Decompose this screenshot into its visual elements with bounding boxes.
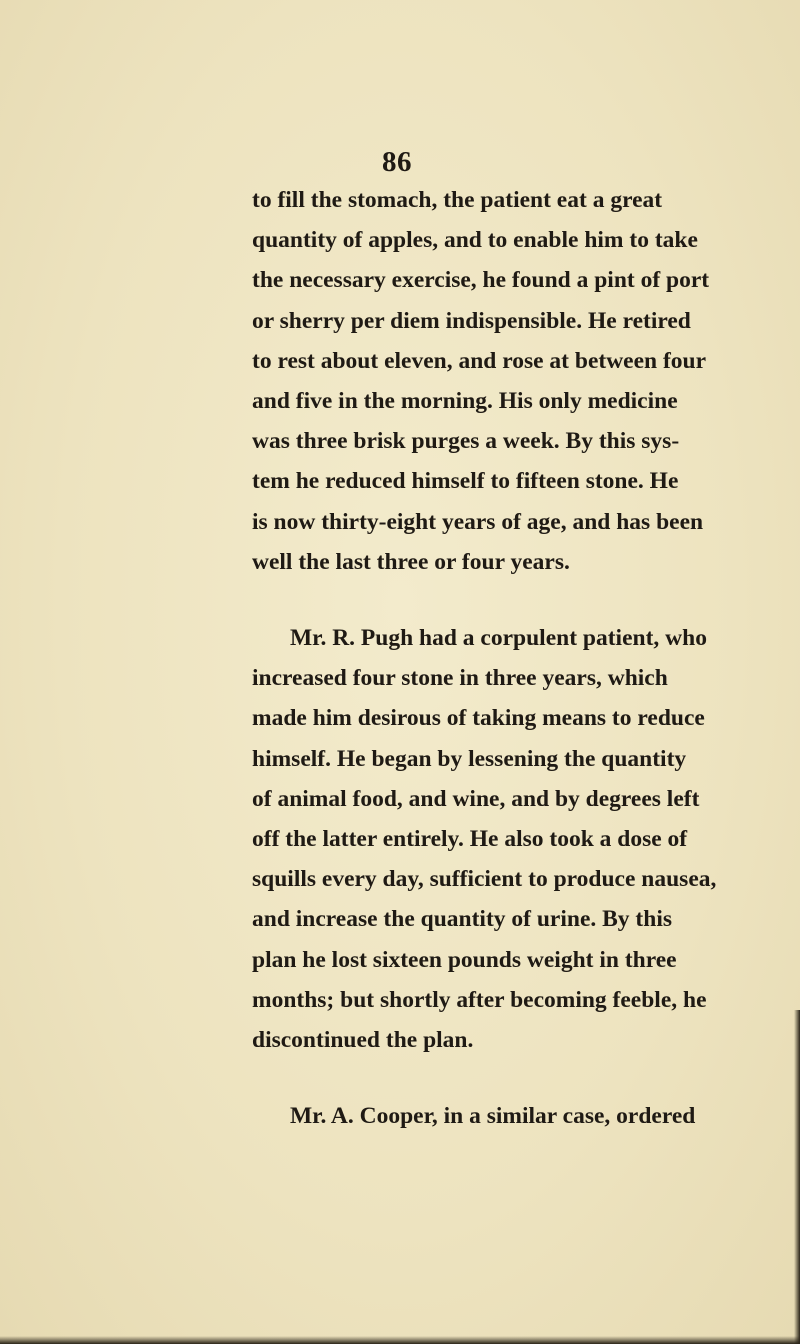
text-line: off the latter entirely. He also took a dose of [252,826,688,853]
text-line: increased four stone in three years, which [252,665,668,692]
text-line: squills every day, sufficient to produce nausea, [252,866,717,893]
text-line: tem he reduced himself to fifteen stone. He [252,468,679,495]
page-number: 86 [382,146,412,178]
body-text [252,180,717,1136]
paragraph-3 [252,1096,696,1136]
text-line: to fill the stomach, the patient eat a great [252,187,663,213]
text-line: quantity of apples, and to enable him to take [252,227,698,254]
text-line: made him desirous of taking means to reduce [252,705,705,732]
paragraph-2 [252,618,717,1060]
text-line: is now thirty-eight years of age, and has been [252,508,704,535]
text-line: the necessary exercise, he found a pint of port [252,267,710,294]
text-line: plan he lost sixteen pounds weight in three [252,946,677,973]
text-line: Mr. R. Pugh had a corpulent patient, who [290,625,707,652]
paragraph-1 [252,180,710,582]
text-line: well the last three or four years. [252,548,570,575]
text-line: to rest about eleven, and rose at between four [252,347,707,374]
text-line: or sherry per diem indispensible. He retired [252,307,691,334]
text-line: of animal food, and wine, and by degrees left [252,785,700,812]
text-line: months; but shortly after becoming feeble, he [252,986,707,1013]
text-line: discontinued the plan. [252,1027,474,1054]
page-edge-shadow [794,1010,800,1344]
text-line: and five in the morning. His only medicine [252,388,678,415]
text-line: Mr. A. Cooper, in a similar case, ordered [290,1103,696,1130]
text-line: was three brisk purges a week. By this sys- [252,428,680,455]
text-line: and increase the quantity of urine. By this [252,906,672,933]
page-bottom-shadow [0,1336,800,1344]
text-line: himself. He began by lessening the quantity [252,745,687,772]
